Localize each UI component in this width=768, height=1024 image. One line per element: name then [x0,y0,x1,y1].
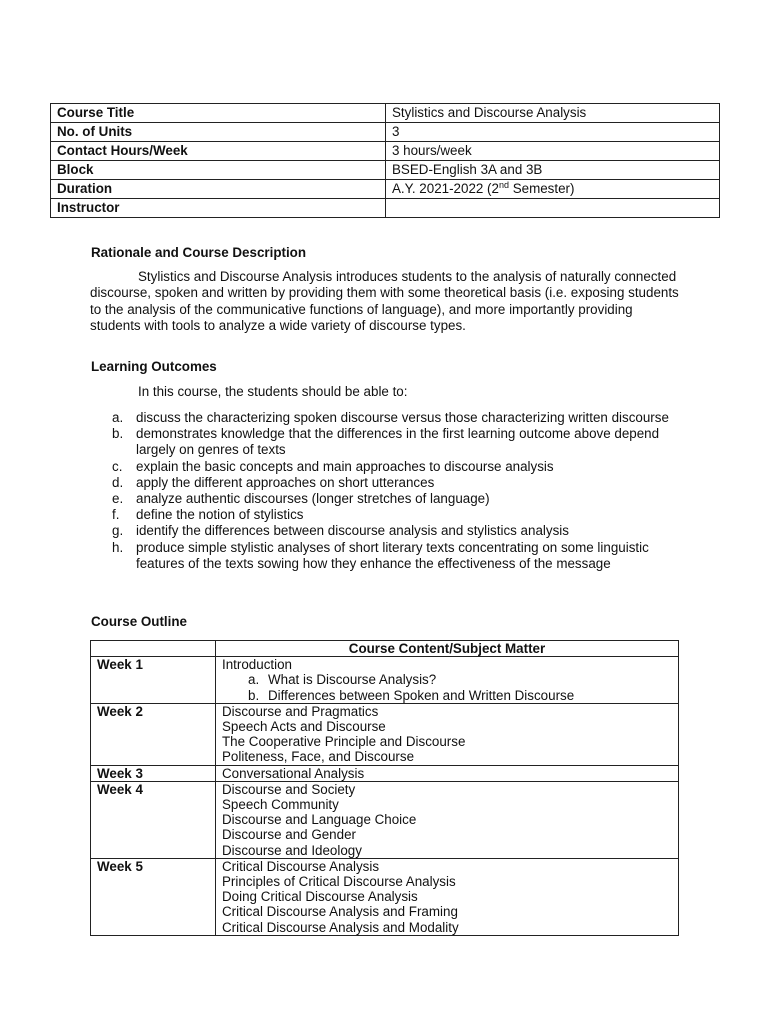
content-line: Discourse and Ideology [222,842,362,858]
outline-header-row [91,641,679,657]
week-content [216,781,679,858]
content-line: Critical Discourse Analysis [222,858,380,874]
course-info-table [50,103,720,218]
learning-outcomes-intro: In this course, the students should be able to: [138,384,408,399]
info-row-contact-hours [51,142,720,161]
week-label: Week 2 [91,703,216,765]
info-row-course-title [51,104,720,123]
course-outline-heading: Course Outline [91,614,187,629]
info-value [386,199,720,218]
list-text: demonstrates knowledge that the differences in the first learning outcome above depend largely on genres of texts [136,426,660,458]
content-subitem [222,672,672,687]
info-value: Stylistics and Discourse Analysis [386,104,720,123]
info-row-duration [51,180,720,199]
content-line: Principles of Critical Discourse Analysis [222,874,456,890]
content-line: Discourse and Society [222,781,356,797]
table-row [91,765,679,781]
content-line: Speech Acts and Discourse [222,719,386,735]
content-line: Introduction [222,657,292,673]
list-item [112,507,677,523]
list-item [112,459,677,475]
week-content [216,657,679,704]
course-outline-table [90,640,679,936]
week-label: Week 4 [91,781,216,858]
content-line: Critical Discourse Analysis and Framing [222,904,458,920]
subitem-text: What is Discourse Analysis? [268,672,437,688]
subitem-marker: a. [248,672,260,688]
list-text: explain the basic concepts and main approaches to discourse analysis [136,458,554,474]
content-subitem [222,688,672,703]
content-line: Critical Discourse Analysis and Modality [222,919,459,935]
rationale-paragraph [90,269,680,334]
content-line: The Cooperative Principle and Discourse [222,734,466,750]
week-column-header [91,641,216,657]
list-text: produce simple stylistic analyses of short literary texts concentrating on some linguistic features of the texts sowing how they enhance the effectiveness of the message [136,539,649,571]
learning-outcomes-list [112,410,677,572]
week-label: Week 1 [91,657,216,704]
week-content [216,765,679,781]
table-row [91,858,679,935]
week-content [216,858,679,935]
list-marker: e. [112,491,124,507]
info-label: Course Title [51,104,386,123]
list-item [112,426,677,458]
list-text: identify the differences between discourse analysis and stylistics analysis [136,523,569,539]
info-row-instructor [51,199,720,218]
info-value: BSED-English 3A and 3B [386,161,720,180]
list-item [112,410,677,426]
table-row [91,657,679,704]
list-marker: f. [112,507,120,523]
week-content [216,703,679,765]
content-line: Conversational Analysis [222,765,365,781]
info-row-units [51,123,720,142]
content-line: Discourse and Pragmatics [222,703,379,719]
list-item [112,540,677,572]
list-item [112,523,677,539]
content-line: Doing Critical Discourse Analysis [222,889,418,905]
list-text: apply the different approaches on short utterances [136,474,435,490]
duration-superscript: nd [498,180,509,190]
content-line: Speech Community [222,797,339,813]
rationale-heading: Rationale and Course Description [91,245,307,260]
duration-text: A.Y. 2021-2022 (2 [392,181,499,196]
table-row [91,703,679,765]
list-marker: h. [112,539,124,555]
list-marker: c. [112,458,123,474]
list-item [112,475,677,491]
info-label: Block [51,161,386,180]
info-label: No. of Units [51,123,386,142]
rationale-text: Stylistics and Discourse Analysis introduces students to the analysis of naturally connected discourse, spoken and written by providing them with some theoretical basis (i.e. exposing students to the analysis of the communicative functions of language), and more importantly providing students with tools to analyze a wide variety of discourse types. [90,269,679,333]
info-label: Duration [51,180,386,199]
info-value: 3 hours/week [386,142,720,161]
info-label: Instructor [51,199,386,218]
content-line: Discourse and Gender [222,827,356,843]
subitem-text: Differences between Spoken and Written Discourse [268,687,575,703]
list-text: analyze authentic discourses (longer stretches of language) [136,491,490,507]
info-value: 3 [386,123,720,142]
content-column-header: Course Content/Subject Matter [216,641,679,657]
learning-outcomes-heading: Learning Outcomes [91,359,217,374]
info-label: Contact Hours/Week [51,142,386,161]
list-marker: b. [112,426,124,442]
subitem-marker: b. [248,687,260,703]
list-marker: d. [112,474,124,490]
week-label: Week 3 [91,765,216,781]
duration-text-end: Semester) [508,181,575,196]
info-value [386,180,720,199]
table-row [91,781,679,858]
list-item [112,491,677,507]
list-text: discuss the characterizing spoken discourse versus those characterizing written discourse [136,410,669,425]
list-text: define the notion of stylistics [136,507,304,523]
list-marker: a. [112,410,124,425]
info-row-block [51,161,720,180]
list-marker: g. [112,523,124,539]
content-line: Discourse and Language Choice [222,812,417,828]
content-line: Politeness, Face, and Discourse [222,749,415,765]
week-label: Week 5 [91,858,216,935]
